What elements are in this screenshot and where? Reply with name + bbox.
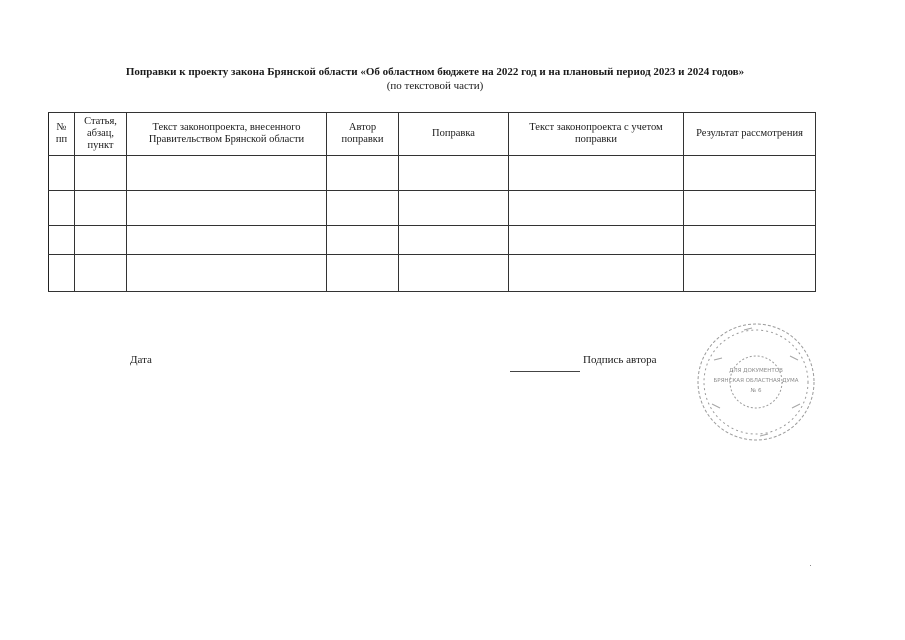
table-cell (75, 255, 127, 292)
table-cell (684, 226, 816, 255)
svg-text:БРЯНСКАЯ ОБЛАСТНАЯ ДУМА: БРЯНСКАЯ ОБЛАСТНАЯ ДУМА (713, 378, 799, 384)
table-cell (327, 191, 399, 226)
table-cell (684, 255, 816, 292)
date-label: Дата (130, 354, 152, 366)
official-stamp (694, 320, 818, 444)
table-cell (127, 156, 327, 191)
column-header-amendment: Поправка (399, 113, 509, 156)
table-cell (49, 156, 75, 191)
table-cell (75, 156, 127, 191)
table-cell (399, 226, 509, 255)
amendments-table (48, 112, 816, 292)
signature-line (510, 371, 580, 372)
document-title: Поправки к проекту закона Брянской области «Об областном бюджете на 2022 год и на плановый период 2023 и 2024 годов» (125, 66, 745, 78)
table-cell (127, 191, 327, 226)
table-cell (509, 191, 684, 226)
table-cell (399, 255, 509, 292)
scan-speck (810, 565, 811, 566)
table-row (49, 226, 816, 255)
table-cell (75, 226, 127, 255)
table-cell (509, 156, 684, 191)
table-cell (509, 255, 684, 292)
column-header-article: Статья, абзац, пункт (75, 113, 127, 156)
document-subtitle: (по текстовой части) (386, 80, 484, 92)
column-header-result: Результат рассмотрения (684, 113, 816, 156)
table-cell (399, 156, 509, 191)
column-header-amended-text: Текст законопроекта с учетом поправки (509, 113, 684, 156)
table-cell (327, 255, 399, 292)
table-cell (49, 191, 75, 226)
table-row (49, 156, 816, 191)
table-cell (684, 191, 816, 226)
table-cell (399, 191, 509, 226)
table-cell (75, 191, 127, 226)
svg-text:ДЛЯ ДОКУМЕНТОВ: ДЛЯ ДОКУМЕНТОВ (729, 368, 783, 374)
table-cell (684, 156, 816, 191)
table-cell (49, 255, 75, 292)
column-header-author: Автор поправки (327, 113, 399, 156)
table-header-row (49, 113, 816, 156)
table-cell (327, 156, 399, 191)
signature-label: Подпись автора (583, 354, 657, 366)
table-cell (49, 226, 75, 255)
table-cell (327, 226, 399, 255)
table-cell (127, 226, 327, 255)
table-cell (509, 226, 684, 255)
column-header-number: № пп (49, 113, 75, 156)
table-row (49, 191, 816, 226)
column-header-bill-text: Текст законопроекта, внесенного Правительством Брянской области (127, 113, 327, 156)
table-cell (127, 255, 327, 292)
svg-text:№ 6: № 6 (750, 388, 762, 394)
table-row (49, 255, 816, 292)
